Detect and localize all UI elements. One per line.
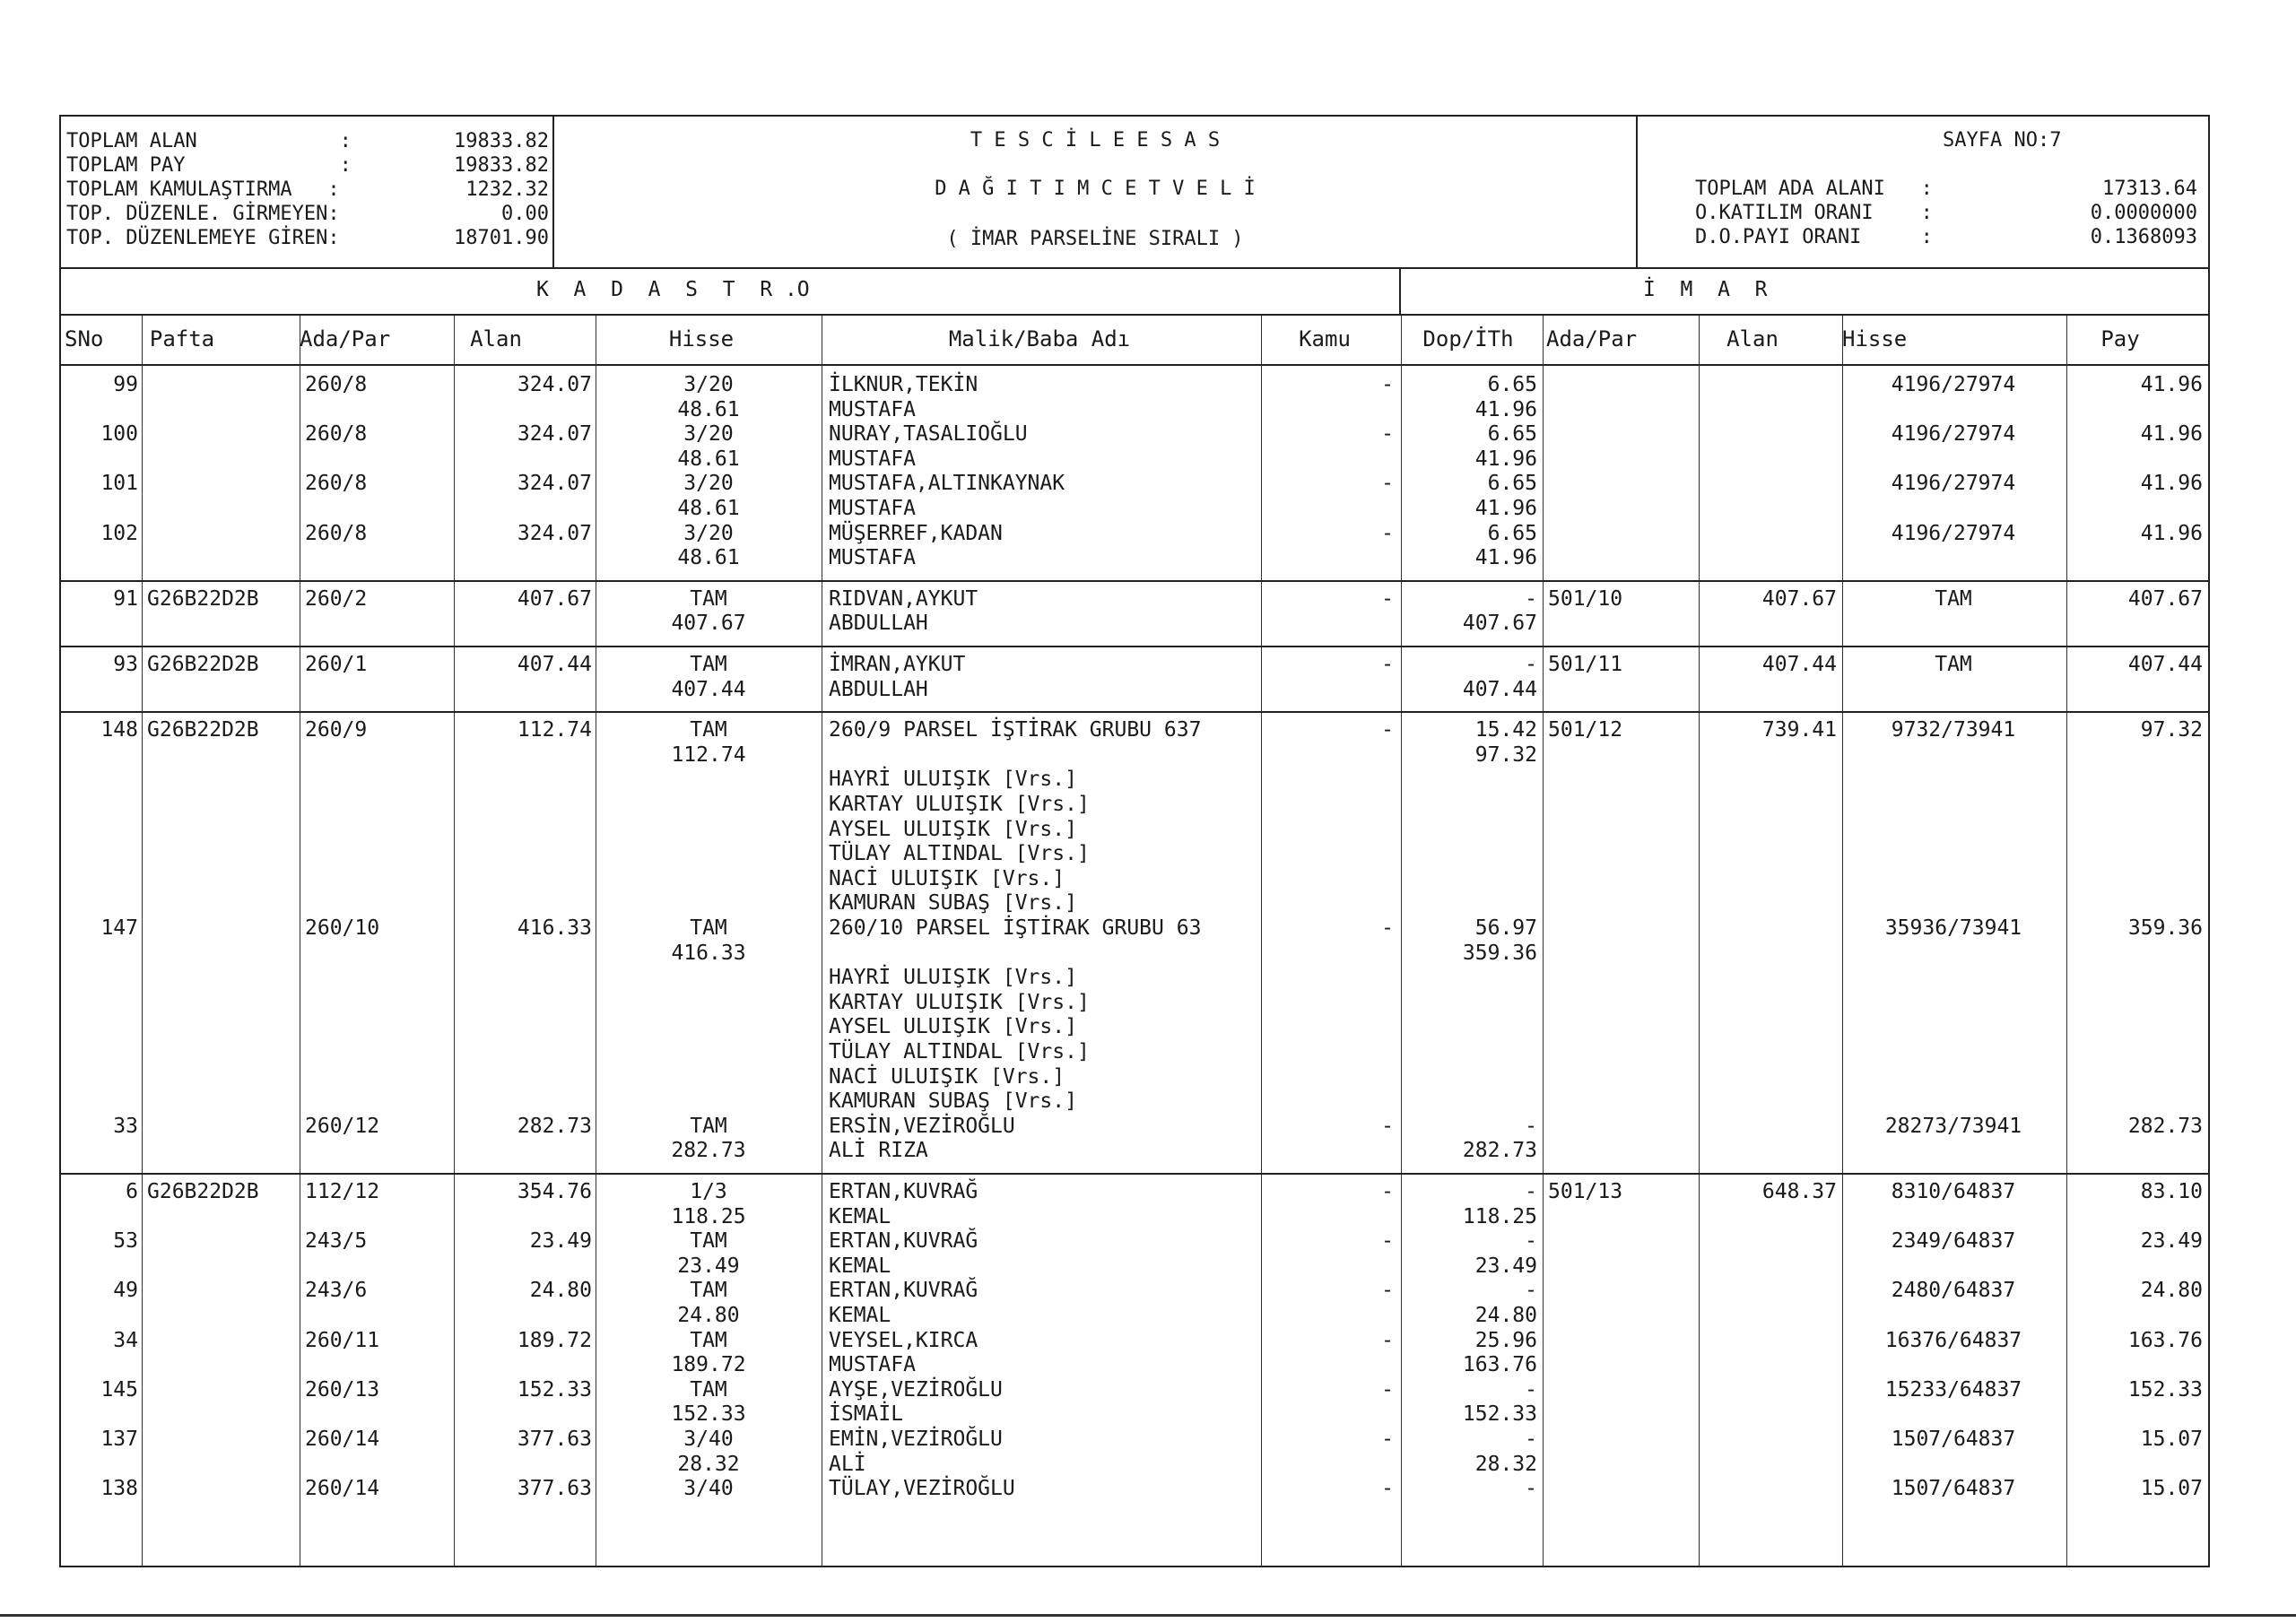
cell-malik: EMİN,VEZİROĞLU ALİ bbox=[829, 1428, 1003, 1476]
cell-ihisse: 1507/64837 bbox=[1891, 1477, 2016, 1501]
cell-malik: TÜLAY,VEZİROĞLU bbox=[829, 1477, 1015, 1501]
cell-hisse: TAM 407.67 bbox=[671, 586, 746, 636]
cell-pay: 282.73 bbox=[2127, 1114, 2203, 1138]
cell-pay: 97.32 bbox=[2140, 718, 2203, 742]
title-line-2: D A Ğ I T I M C E T V E L İ bbox=[935, 178, 1256, 200]
cell-ialan: 648.37 bbox=[1761, 1180, 1837, 1203]
cell-dop: - 282.73 bbox=[1462, 1114, 1537, 1163]
group-separator bbox=[61, 646, 2208, 647]
cell-ialan: 407.44 bbox=[1761, 653, 1837, 676]
cell-malik: 260/10 PARSEL İŞTİRAK GRUBU 63 HAYRİ ULUIŞIK [Vrs.] KARTAY ULUIŞIK [Vrs.] AYSEL ULUIŞIK [Vrs.] TÜLAY ALTINDAL [Vrs.] NACİ ULUIŞIK [Vrs.] KAMURAN SUBAŞ [Vrs.] bbox=[829, 916, 1202, 1114]
cell-pafta: G26B22D2B bbox=[147, 653, 259, 676]
cell-pay: 41.96 bbox=[2140, 472, 2203, 496]
cell-adapar: 243/6 bbox=[305, 1279, 368, 1303]
column-divider bbox=[1401, 316, 1402, 1566]
cell-dop: 56.97 359.36 bbox=[1462, 916, 1537, 965]
cell-pafta: G26B22D2B bbox=[147, 586, 259, 611]
cell-iadapar: 501/10 bbox=[1548, 586, 1623, 611]
cell-adapar: 260/13 bbox=[305, 1377, 380, 1402]
cell-sno: 99 bbox=[113, 373, 138, 396]
cell-pay: 15.07 bbox=[2140, 1428, 2203, 1451]
cell-sno: 147 bbox=[100, 916, 138, 940]
cell-kamu: - bbox=[1381, 916, 1394, 940]
cell-ihisse: 4196/27974 bbox=[1891, 373, 2016, 396]
cell-hisse: TAM 189.72 bbox=[671, 1328, 746, 1377]
cell-alan: 152.33 bbox=[517, 1377, 592, 1402]
cell-ihisse: 15233/64837 bbox=[1884, 1377, 2022, 1402]
cell-iadapar: 501/11 bbox=[1548, 653, 1623, 676]
cell-ialan: 739.41 bbox=[1761, 718, 1837, 742]
cell-pay: 163.76 bbox=[2127, 1328, 2203, 1352]
column-divider bbox=[2066, 316, 2067, 1566]
cell-pafta: G26B22D2B bbox=[147, 718, 259, 742]
imar-section-header: İ M A R bbox=[1401, 267, 2208, 316]
cell-alan: 189.72 bbox=[517, 1328, 592, 1352]
summary-box bbox=[61, 117, 554, 267]
cell-ihisse: TAM bbox=[1935, 653, 1972, 676]
cell-dop: 15.42 97.32 bbox=[1474, 718, 1537, 767]
cell-pafta: G26B22D2B bbox=[147, 1180, 259, 1203]
cell-sno: 100 bbox=[100, 422, 138, 447]
group-separator bbox=[61, 711, 2208, 713]
column-divider bbox=[1261, 316, 1262, 1566]
cell-ihisse: TAM bbox=[1935, 586, 1972, 611]
cell-dop: - bbox=[1525, 1477, 1537, 1501]
cell-sno: 93 bbox=[113, 653, 138, 676]
col-header-imar-adapar: Ada/Par bbox=[1546, 326, 1638, 352]
cell-pay: 24.80 bbox=[2140, 1279, 2203, 1303]
column-divider bbox=[1543, 316, 1544, 1566]
cell-ihisse: 1507/64837 bbox=[1891, 1428, 2016, 1451]
page-number: SAYFA NO:7 bbox=[1943, 129, 2062, 152]
cell-dop: 6.65 41.96 bbox=[1474, 422, 1537, 471]
col-header-sno: SNo bbox=[65, 326, 104, 352]
cell-malik: ERTAN,KUVRAĞ KEMAL bbox=[829, 1180, 978, 1228]
column-headers bbox=[61, 316, 2208, 366]
cell-hisse: 3/20 48.61 bbox=[677, 472, 740, 520]
cell-kamu: - bbox=[1381, 1477, 1394, 1501]
cell-malik: ERSİN,VEZİROĞLU ALİ RIZA bbox=[829, 1114, 1015, 1163]
info-row: O.KATILIM ORANI : 0.0000000 bbox=[1695, 202, 2197, 224]
group-separator bbox=[61, 580, 2208, 582]
cell-kamu: - bbox=[1381, 1279, 1394, 1303]
cell-iadapar: 501/13 bbox=[1548, 1180, 1623, 1203]
cell-alan: 324.07 bbox=[517, 422, 592, 447]
cell-malik: 260/9 PARSEL İŞTİRAK GRUBU 637 HAYRİ ULUIŞIK [Vrs.] KARTAY ULUIŞIK [Vrs.] AYSEL ULUIŞIK [Vrs.] TÜLAY ALTINDAL [Vrs.] NACİ ULUIŞIK [Vrs.] KAMURAN SUBAŞ [Vrs.] bbox=[829, 718, 1202, 916]
cell-sno: 138 bbox=[100, 1477, 138, 1501]
cell-sno: 101 bbox=[100, 472, 138, 496]
summary-row: TOPLAM PAY : 19833.82 bbox=[66, 154, 549, 177]
cell-adapar: 260/9 bbox=[305, 718, 368, 742]
cell-ihisse: 4196/27974 bbox=[1891, 472, 2016, 496]
cell-pay: 83.10 bbox=[2140, 1180, 2203, 1203]
title-box bbox=[554, 117, 1638, 267]
cell-sno: 137 bbox=[100, 1428, 138, 1451]
cell-alan: 112.74 bbox=[517, 718, 592, 742]
group-separator bbox=[61, 1173, 2208, 1175]
cell-alan: 324.07 bbox=[517, 472, 592, 496]
col-header-imar-alan: Alan bbox=[1726, 326, 1779, 352]
cell-dop: - 407.44 bbox=[1462, 653, 1537, 701]
cell-sno: 102 bbox=[100, 521, 138, 545]
cell-kamu: - bbox=[1381, 1229, 1394, 1254]
cell-alan: 23.49 bbox=[529, 1229, 592, 1254]
info-row: D.O.PAYI ORANI : 0.1368093 bbox=[1695, 226, 2197, 248]
col-header-alan: Alan bbox=[470, 326, 522, 352]
cell-hisse: TAM 112.74 bbox=[671, 718, 746, 767]
cell-pay: 41.96 bbox=[2140, 521, 2203, 545]
kadastro-section-header: K A D A S T R .O bbox=[61, 267, 1401, 316]
cell-hisse: 3/20 48.61 bbox=[677, 521, 740, 570]
cell-malik: VEYSEL,KIRCA MUSTAFA bbox=[829, 1328, 978, 1377]
document-header bbox=[61, 117, 2208, 269]
cell-malik: İMRAN,AYKUT ABDULLAH bbox=[829, 653, 966, 701]
cell-adapar: 260/11 bbox=[305, 1328, 380, 1352]
cell-alan: 354.76 bbox=[517, 1180, 592, 1203]
cell-hisse: TAM 152.33 bbox=[671, 1377, 746, 1427]
cell-ihisse: 35936/73941 bbox=[1884, 916, 2022, 940]
cell-adapar: 260/8 bbox=[305, 472, 368, 496]
cell-ihisse: 8310/64837 bbox=[1891, 1180, 2016, 1203]
cell-alan: 377.63 bbox=[517, 1428, 592, 1451]
cell-adapar: 260/1 bbox=[305, 653, 368, 676]
cell-sno: 49 bbox=[113, 1279, 138, 1303]
cell-ihisse: 9732/73941 bbox=[1891, 718, 2016, 742]
cell-dop: - 24.80 bbox=[1474, 1279, 1537, 1327]
cell-dop: - 152.33 bbox=[1462, 1377, 1537, 1427]
cell-hisse: 1/3 118.25 bbox=[671, 1180, 746, 1228]
cell-adapar: 260/14 bbox=[305, 1477, 380, 1501]
cell-hisse: TAM 24.80 bbox=[677, 1279, 740, 1327]
cell-sno: 91 bbox=[113, 586, 138, 611]
title-line-3: ( İMAR PARSELİNE SIRALI ) bbox=[946, 228, 1244, 250]
col-header-adapar: Ada/Par bbox=[300, 326, 391, 352]
cell-alan: 377.63 bbox=[517, 1477, 592, 1501]
column-divider bbox=[454, 316, 455, 1566]
cell-alan: 24.80 bbox=[529, 1279, 592, 1303]
cell-adapar: 260/8 bbox=[305, 422, 368, 447]
cell-hisse: 3/40 bbox=[683, 1477, 734, 1501]
cell-malik: ERTAN,KUVRAĞ KEMAL bbox=[829, 1279, 978, 1327]
cell-pay: 23.49 bbox=[2140, 1229, 2203, 1254]
cell-malik: MÜŞERREF,KADAN MUSTAFA bbox=[829, 521, 1003, 570]
cell-adapar: 260/10 bbox=[305, 916, 380, 940]
cell-kamu: - bbox=[1381, 1428, 1394, 1451]
cell-alan: 324.07 bbox=[517, 521, 592, 545]
page-info-box bbox=[1638, 117, 2208, 267]
cell-ihisse: 16376/64837 bbox=[1884, 1328, 2022, 1352]
cell-pay: 15.07 bbox=[2140, 1477, 2203, 1501]
cell-ihisse: 4196/27974 bbox=[1891, 422, 2016, 447]
cell-adapar: 260/8 bbox=[305, 521, 368, 545]
cell-malik: ERTAN,KUVRAĞ KEMAL bbox=[829, 1229, 978, 1278]
cell-kamu: - bbox=[1381, 1114, 1394, 1138]
cell-dop: - 407.67 bbox=[1462, 586, 1537, 636]
cell-pay: 407.67 bbox=[2127, 586, 2203, 611]
title-line-1: T E S C İ L E E S A S bbox=[970, 129, 1221, 152]
cell-kamu: - bbox=[1381, 653, 1394, 676]
cell-alan: 324.07 bbox=[517, 373, 592, 396]
summary-row: TOPLAM KAMULAŞTIRMA : 1232.32 bbox=[66, 178, 549, 201]
col-header-imar-hisse: Hisse bbox=[1842, 326, 1908, 352]
col-header-malik: Malik/Baba Adı bbox=[948, 326, 1131, 352]
cell-sno: 148 bbox=[100, 718, 138, 742]
cell-pay: 152.33 bbox=[2127, 1377, 2203, 1402]
cell-kamu: - bbox=[1381, 1377, 1394, 1402]
cell-malik: NURAY,TASALIOĞLU MUSTAFA bbox=[829, 422, 1028, 471]
cell-adapar: 112/12 bbox=[305, 1180, 380, 1203]
cell-sno: 53 bbox=[113, 1229, 138, 1254]
cell-ihisse: 2480/64837 bbox=[1891, 1279, 2016, 1303]
column-divider bbox=[1699, 316, 1700, 1566]
cell-ihisse: 28273/73941 bbox=[1884, 1114, 2022, 1138]
cell-adapar: 243/5 bbox=[305, 1229, 368, 1254]
cell-dop: - 118.25 bbox=[1462, 1180, 1537, 1228]
bottom-edge-line bbox=[0, 1614, 2296, 1617]
cell-pay: 41.96 bbox=[2140, 422, 2203, 447]
info-row: TOPLAM ADA ALANI : 17313.64 bbox=[1695, 178, 2197, 200]
column-divider bbox=[142, 316, 143, 1566]
cell-ihisse: 4196/27974 bbox=[1891, 521, 2016, 545]
cell-kamu: - bbox=[1381, 1328, 1394, 1352]
cell-pay: 359.36 bbox=[2127, 916, 2203, 940]
cell-kamu: - bbox=[1381, 718, 1394, 742]
cell-pay: 41.96 bbox=[2140, 373, 2203, 396]
cell-sno: 34 bbox=[113, 1328, 138, 1352]
cell-iadapar: 501/12 bbox=[1548, 718, 1623, 742]
cell-alan: 407.44 bbox=[517, 653, 592, 676]
cell-hisse: TAM 407.44 bbox=[671, 653, 746, 701]
cell-alan: 407.67 bbox=[517, 586, 592, 611]
cell-dop: - 23.49 bbox=[1474, 1229, 1537, 1278]
cell-ihisse: 2349/64837 bbox=[1891, 1229, 2016, 1254]
cell-ialan: 407.67 bbox=[1761, 586, 1837, 611]
cell-alan: 416.33 bbox=[517, 916, 592, 940]
cell-adapar: 260/8 bbox=[305, 373, 368, 396]
cell-malik: AYŞE,VEZİROĞLU İSMAİL bbox=[829, 1377, 1003, 1427]
cell-adapar: 260/14 bbox=[305, 1428, 380, 1451]
cell-adapar: 260/12 bbox=[305, 1114, 380, 1138]
cell-kamu: - bbox=[1381, 422, 1394, 447]
cell-hisse: 3/20 48.61 bbox=[677, 373, 740, 421]
col-header-kamu: Kamu bbox=[1299, 326, 1351, 352]
cell-dop: 25.96 163.76 bbox=[1462, 1328, 1537, 1377]
cell-kamu: - bbox=[1381, 521, 1394, 545]
cell-hisse: 3/40 28.32 bbox=[677, 1428, 740, 1476]
cell-sno: 6 bbox=[126, 1180, 138, 1203]
summary-row: TOP. DÜZENLE. GİRMEYEN: 0.00 bbox=[66, 203, 549, 225]
cell-hisse: TAM 282.73 bbox=[671, 1114, 746, 1163]
cell-hisse: TAM 23.49 bbox=[677, 1229, 740, 1278]
cell-malik: MUSTAFA,ALTINKAYNAK MUSTAFA bbox=[829, 472, 1065, 520]
col-header-pay: Pay bbox=[2100, 326, 2140, 352]
cell-adapar: 260/2 bbox=[305, 586, 368, 611]
cell-dop: - 28.32 bbox=[1474, 1428, 1537, 1476]
cell-kamu: - bbox=[1381, 1180, 1394, 1203]
cell-pay: 407.44 bbox=[2127, 653, 2203, 676]
summary-row: TOP. DÜZENLEMEYE GİREN: 18701.90 bbox=[66, 227, 549, 249]
col-header-dop: Dop/İTh bbox=[1422, 326, 1514, 352]
cell-sno: 145 bbox=[100, 1377, 138, 1402]
cell-hisse: 3/20 48.61 bbox=[677, 422, 740, 471]
cell-dop: 6.65 41.96 bbox=[1474, 521, 1537, 570]
cell-alan: 282.73 bbox=[517, 1114, 592, 1138]
cell-malik: İLKNUR,TEKİN MUSTAFA bbox=[829, 373, 978, 421]
col-header-pafta: Pafta bbox=[149, 326, 215, 352]
col-header-hisse: Hisse bbox=[668, 326, 735, 352]
cell-malik: RIDVAN,AYKUT ABDULLAH bbox=[829, 586, 978, 636]
cell-dop: 6.65 41.96 bbox=[1474, 373, 1537, 421]
summary-row: TOPLAM ALAN : 19833.82 bbox=[66, 130, 549, 152]
cell-hisse: TAM 416.33 bbox=[671, 916, 746, 965]
cell-kamu: - bbox=[1381, 472, 1394, 496]
cell-kamu: - bbox=[1381, 586, 1394, 611]
cell-dop: 6.65 41.96 bbox=[1474, 472, 1537, 520]
column-divider bbox=[1842, 316, 1843, 1566]
cell-sno: 33 bbox=[113, 1114, 138, 1138]
cell-kamu: - bbox=[1381, 373, 1394, 396]
distribution-document bbox=[59, 115, 2210, 1567]
